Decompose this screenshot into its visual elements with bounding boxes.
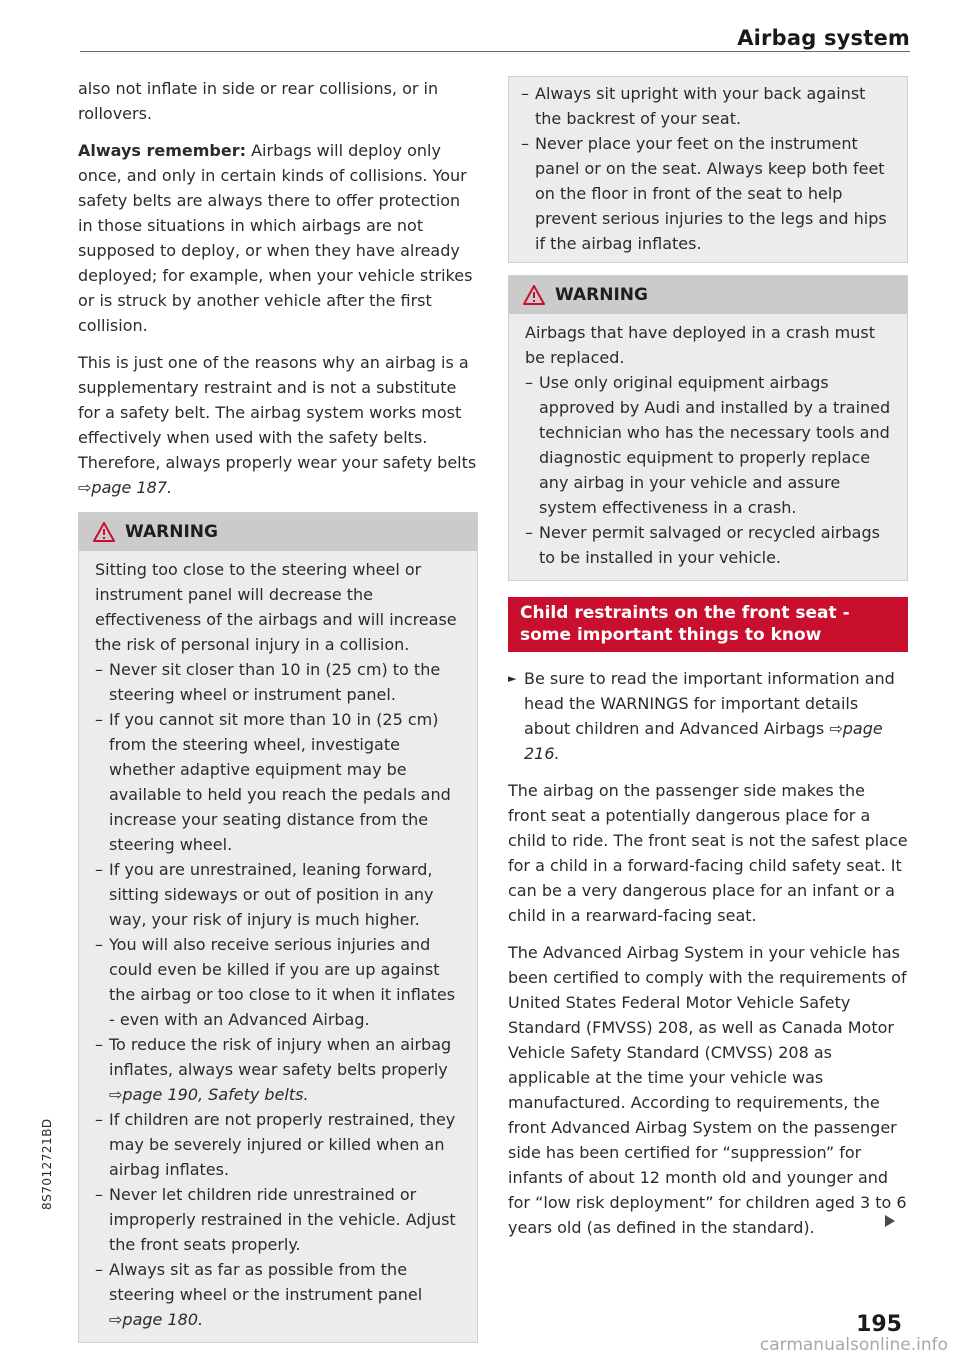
warning-header — [79, 513, 477, 551]
section-heading: Child restraints on the front seat - some important things to know — [508, 597, 908, 652]
warning-triangle-icon — [523, 285, 545, 305]
list-item: – Always sit upright with your back against the backrest of your seat. — [521, 81, 895, 131]
bullet-text: Be sure to read the important information and head the WARNINGS for important details about children and Advanced Airbags — [524, 669, 895, 738]
warning-continuation-box — [508, 76, 908, 263]
warning-triangle-icon — [93, 522, 115, 542]
continue-arrow-icon — [885, 1215, 895, 1227]
list-item — [95, 1257, 465, 1332]
paragraph — [78, 350, 478, 500]
warning-body — [79, 551, 477, 1342]
list-item: – Use only original equipment airbags approved by Audi and installed by a trained technician who has the necessary tools and diagnostic equipment to properly replace any airbag in your vehicle and assure system effectiveness in a crash. — [525, 370, 895, 520]
page-number: 195 — [856, 1312, 902, 1337]
emphasis-label: Always remember: — [78, 141, 247, 160]
document-code: 8S7012721BD — [40, 1118, 54, 1210]
warning-header — [509, 276, 907, 314]
paragraph: The Advanced Airbag System in your vehicle has been certified to comply with the requirements of United States Federal Motor Vehicle Safety Standard (FMVSS) 208, as well as Canada Motor Vehicle Safety Standard (CMVSS) 208 as applicable at the time your vehicle was manufactured. According to requirements, the front Advanced Airbag System on the passenger side has been certified for “suppression” for infants of about 12 month old and younger and for “low risk deployment” for children aged 3 to 6 years old (as defined in the standard). — [508, 943, 907, 1237]
page-reference-link[interactable]: ⇨page 187. — [78, 478, 173, 497]
page-reference-link[interactable]: ⇨page 190, Safety belts. — [109, 1085, 309, 1104]
list-item — [95, 1032, 465, 1107]
list-item-text: Always sit as far as possible from the steering wheel or the instrument panel — [109, 1260, 423, 1304]
page-reference-link[interactable]: ⇨page 180. — [109, 1310, 204, 1329]
paragraph — [78, 138, 478, 338]
watermark: carmanualsonline.info — [759, 1335, 948, 1355]
paragraph-text: This is just one of the reasons why an airbag is a supplementary restraint and is not a substitute for a safety belt. The airbag system works most effectively when used with the safety belts. Therefore, always properly wear your safety belts — [78, 353, 477, 472]
list-item: – Never place your feet on the instrument panel or on the seat. Always keep both feet on the floor in front of the seat to help prevent serious injuries to the legs and hips if the airbag inflates. — [521, 131, 895, 256]
warning-body — [509, 314, 907, 580]
paragraph-text: Airbags will deploy only once, and only in certain kinds of collisions. Your safety belts are always there to offer protection in those situations in which airbags are not supposed to deploy, or when they have already deployed; for example, when your vehicle strikes or is struck by another vehicle after the first collision. — [78, 141, 473, 335]
list-item: – Never let children ride unrestrained or improperly restrained in the vehicle. Adjust the front seats properly. — [95, 1182, 465, 1257]
list-item: – If children are not properly restrained, they may be severely injured or killed when an airbag inflates. — [95, 1107, 465, 1182]
warning-intro: Airbags that have deployed in a crash must be replaced. — [525, 323, 876, 367]
right-column — [508, 76, 908, 1252]
warning-box — [78, 512, 478, 1343]
list-item: – You will also receive serious injuries and could even be killed if you are up against the airbag or too close to it when it inflates - even with an Advanced Airbag. — [95, 932, 465, 1032]
header-divider — [80, 51, 910, 52]
list-item: – If you cannot sit more than 10 in (25 cm) from the steering wheel, investigate whether adaptive equipment may be available to held you reach the pedals and increase your seating distance from the steering wheel. — [95, 707, 465, 857]
triangle-bullet-icon: ► — [508, 672, 517, 685]
paragraph: The airbag on the passenger side makes the front seat a potentially dangerous place for a child to ride. The front seat is not the safest place for a child in a forward-facing child safety seat. It can be a very dangerous place for an infant or a child in a rearward-facing seat. — [508, 781, 908, 925]
warning-intro: Sitting too close to the steering wheel or instrument panel will decrease the effectiveness of the airbags and will increase the risk of personal injury in a collision. — [95, 560, 457, 654]
warning-list — [521, 81, 895, 256]
list-item: – If you are unrestrained, leaning forward, sitting sideways or out of position in any way, your risk of injury is much higher. — [95, 857, 465, 932]
instruction-bullet — [508, 666, 908, 766]
warning-list — [525, 370, 895, 570]
warning-box — [508, 275, 908, 581]
left-column — [78, 76, 478, 1359]
paragraph: also not inflate in side or rear collisions, or in rollovers. — [78, 79, 439, 123]
warning-title: WARNING — [125, 522, 218, 542]
section-header-title: Airbag system — [737, 26, 910, 50]
warning-title: WARNING — [555, 285, 648, 305]
list-item-text: To reduce the risk of injury when an airbag inflates, always wear safety belts properly — [109, 1035, 452, 1079]
list-item: – Never sit closer than 10 in (25 cm) to the steering wheel or instrument panel. — [95, 657, 465, 707]
page-reference-link[interactable]: ⇨page 216. — [524, 719, 883, 763]
warning-list — [95, 657, 465, 1332]
list-item: – Never permit salvaged or recycled airbags to be installed in your vehicle. — [525, 520, 895, 570]
